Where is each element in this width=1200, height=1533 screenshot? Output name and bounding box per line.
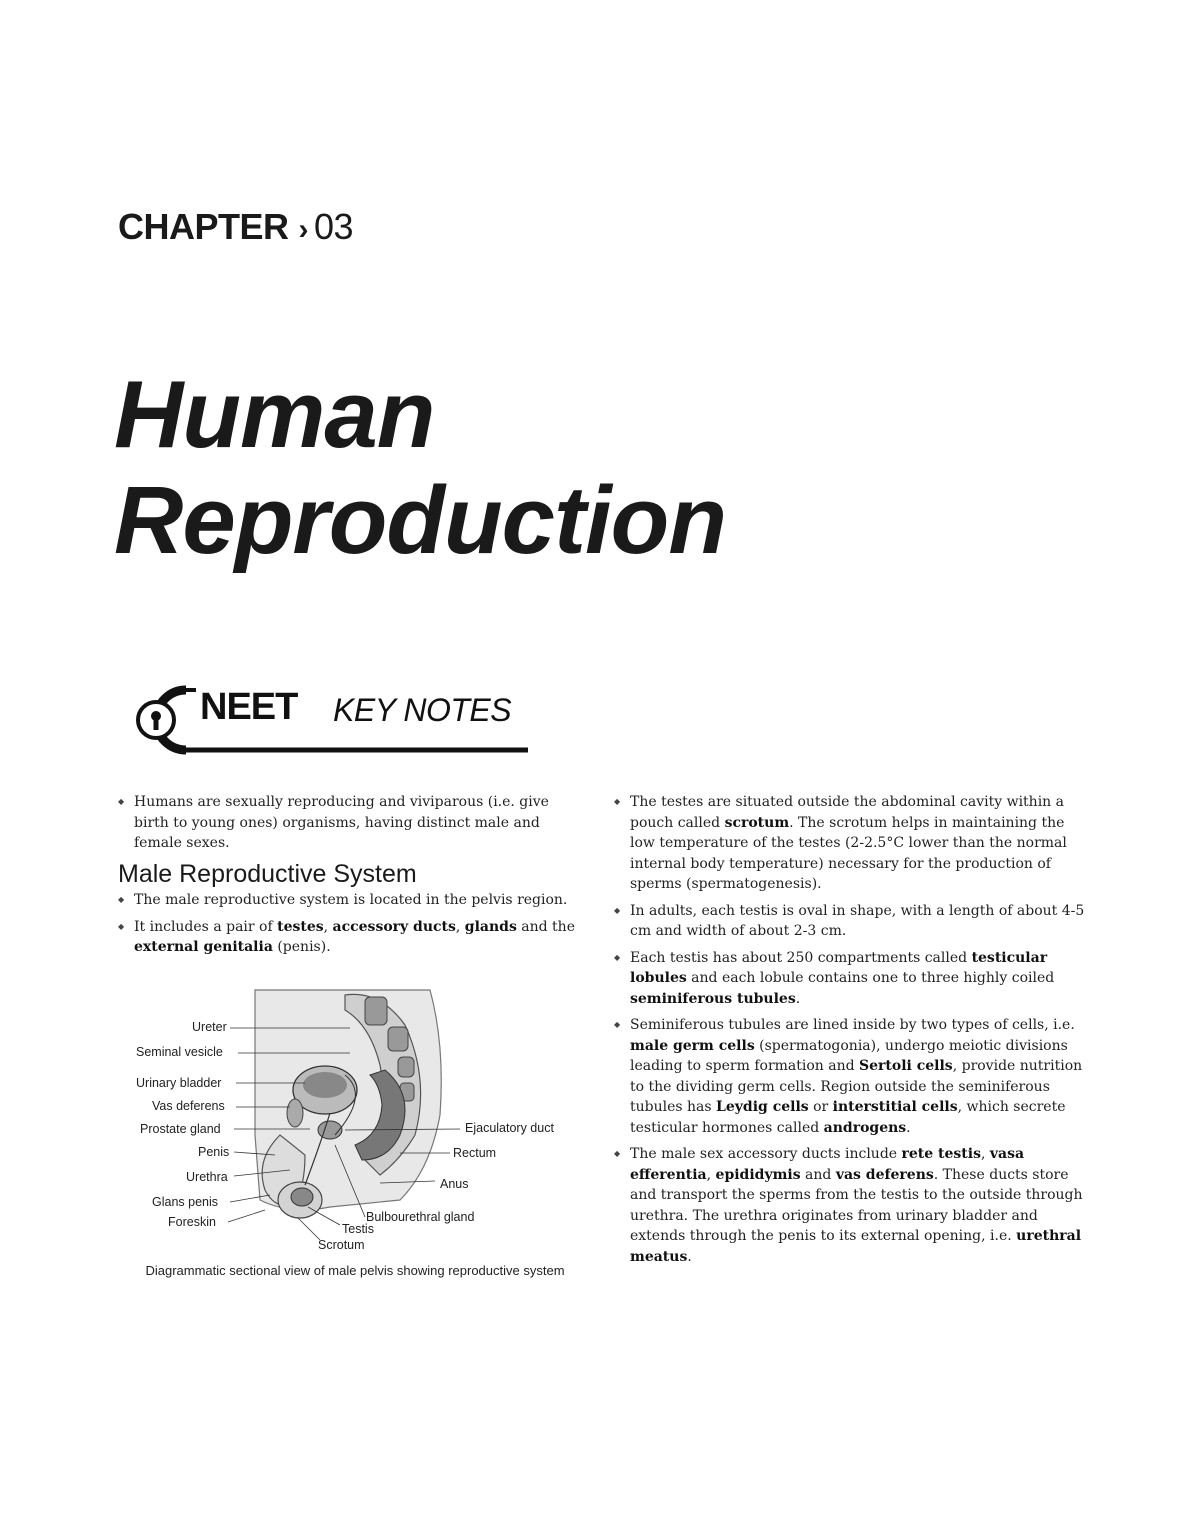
label-prostate-gland: Prostate gland [140,1122,221,1136]
label-seminal-vesicle: Seminal vesicle [136,1045,223,1059]
chapter-label [118,206,353,248]
label-anus: Anus [440,1177,469,1191]
right-column [614,792,1089,1273]
badge-key-notes-text: KEY NOTES [333,692,512,728]
list-item: ◆ The male sex accessory ducts include rete testis, vasa efferentia, epididymis and vas deferens. These ducts store and transport the sperms from the testis to the outside through urethra. The urethra originates from urinary bladder and extends through the penis to its external opening, i.e. urethral meatus. [614,1144,1089,1267]
list-item: ◆ Each testis has about 250 compartments called testicular lobules and each lobule contains one to three highly coiled seminiferous tubules. [614,948,1089,1010]
chapter-number: 03 [314,206,354,247]
figure-caption: Diagrammatic sectional view of male pelvis showing reproductive system [145,1263,565,1278]
label-glans-penis: Glans penis [152,1195,219,1209]
list-item: ◆ It includes a pair of testes, accessory ducts, glands and the external genitalia (penis). [118,917,578,958]
section-heading: Male Reproductive System [118,859,417,888]
pelvis-diagram [130,985,580,1250]
label-foreskin: Foreskin [168,1215,216,1229]
title-line-1: Human [114,361,435,468]
list-item: ◆ The testes are situated outside the abdominal cavity within a pouch called scrotum. The scrotum helps in maintaining the low temperature of the testes (2-2.5°C lower than the normal internal body temperature) necessary for the production of sperms (spermatogenesis). [614,792,1089,895]
title-line-2: Reproduction [114,467,726,574]
list-item: ◆ Humans are sexually reproducing and viviparous (i.e. give birth to young ones) organisms, having distinct male and female sexes. [118,792,578,854]
list-item: ◆ In adults, each testis is oval in shape, with a length of about 4-5 cm and width of about 2-3 cm. [614,901,1089,942]
list-item: ◆ The male reproductive system is located in the pelvis region. [118,890,578,911]
chapter-word: CHAPTER [118,206,289,247]
label-urethra: Urethra [186,1170,228,1184]
left-column [118,792,578,964]
label-penis: Penis [198,1145,230,1159]
list-item: ◆ Seminiferous tubules are lined inside by two types of cells, i.e. male germ cells (spermatogonia), undergo meiotic divisions leading to sperm formation and Sertoli cells, provide nutrition to the dividing germ cells. Region outside the seminiferous tubules has Leydig cells or interstitial cells, which secrete testicular hormones called androgens. [614,1015,1089,1138]
page-title [114,362,726,574]
chapter-arrow: › [298,213,309,246]
label-ejaculatory-duct: Ejaculatory duct [465,1121,554,1135]
label-rectum: Rectum [453,1146,497,1160]
label-testis: Testis [342,1222,374,1236]
label-scrotum: Scrotum [318,1238,365,1252]
label-bulbourethral-gland: Bulbourethral gland [366,1210,475,1224]
label-vas-deferens: Vas deferens [152,1099,225,1113]
badge-neet-text: NEET [200,686,298,728]
label-ureter: Ureter [192,1020,227,1034]
label-urinary-bladder: Urinary bladder [136,1076,222,1090]
